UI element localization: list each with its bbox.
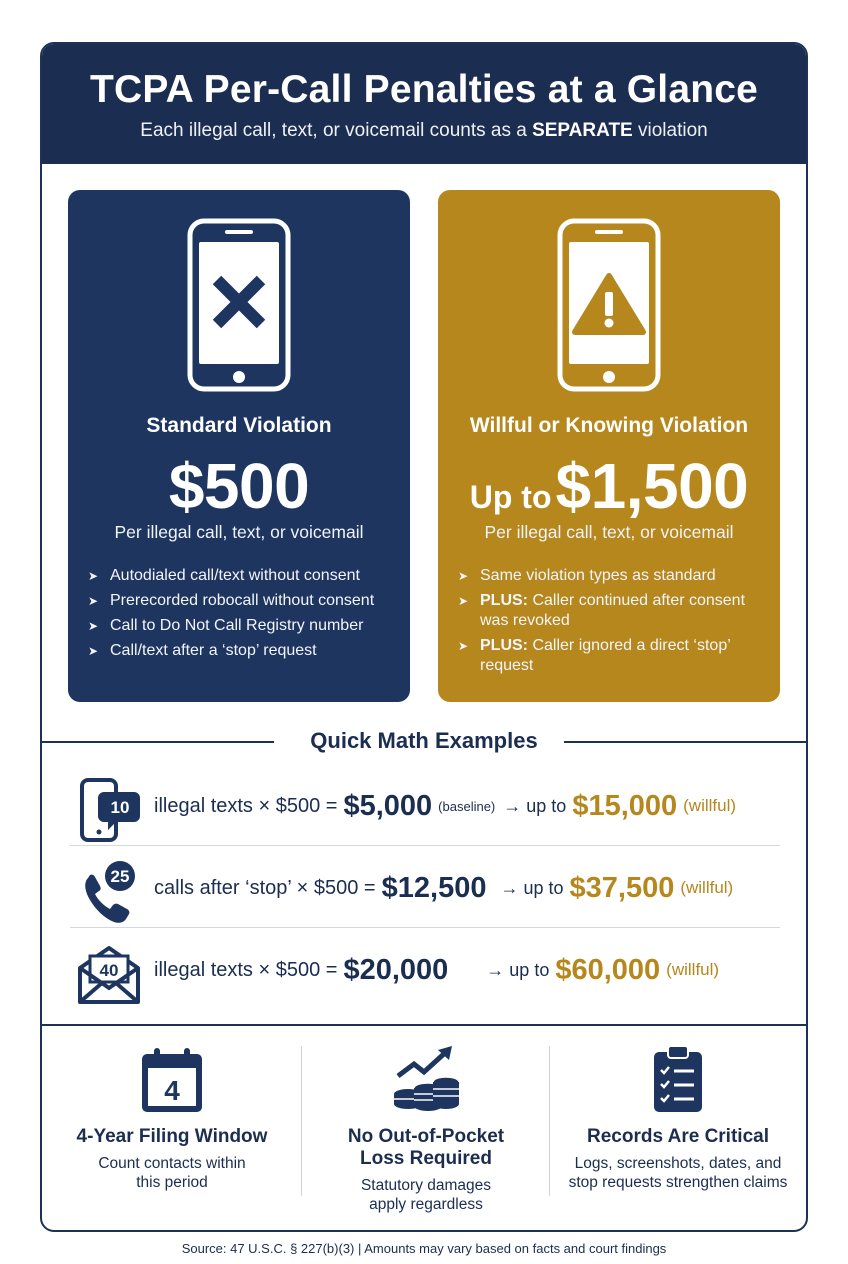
willful-subtitle: Per illegal call, text, or voicemail (484, 522, 734, 542)
page-subtitle (42, 120, 806, 142)
phone-call-icon (74, 856, 144, 926)
plus-label: PLUS: (480, 637, 528, 654)
list-item-text: Call/text after a ‘stop’ request (110, 642, 317, 659)
filing-window-column (44, 1044, 300, 1214)
willful-violation-card (438, 190, 780, 702)
list-item-text: Same violation types as standard (480, 567, 716, 584)
standard-list (88, 566, 396, 666)
quick-math-title: Quick Math Examples (310, 728, 538, 753)
page-title: TCPA Per-Call Penalties at a Glance (89, 68, 759, 111)
coins-growth-icon (388, 1044, 464, 1114)
standard-title: Standard Violation (146, 414, 332, 437)
upto-label: → up to (503, 795, 567, 816)
arrow-icon: ➤ (458, 639, 469, 653)
arrow-icon: ➤ (88, 569, 99, 583)
title-line: No Out-of-Pocket (347, 1126, 505, 1147)
no-loss-column (298, 1044, 554, 1214)
records-text (560, 1154, 796, 1192)
footer-divider (42, 1024, 806, 1026)
list-item (458, 566, 766, 586)
subtitle-text-end: violation (638, 120, 708, 141)
plus-label: PLUS: (480, 592, 528, 609)
smartphone-message-icon (74, 774, 144, 844)
equation-label: calls after ‘stop’ × $500 = (154, 876, 376, 899)
willful-label: (willful) (680, 878, 734, 897)
envelope-icon (74, 938, 144, 1008)
infographic-frame (40, 42, 808, 1232)
standard-subtitle: Per illegal call, text, or voicemail (114, 522, 364, 542)
list-item (88, 591, 396, 611)
subtitle-emphasis: SEPARATE (532, 120, 633, 141)
list-item-text: Caller continued after consent was revoked (480, 592, 746, 629)
text-line: Count contacts within (98, 1155, 246, 1172)
text-line: stop requests strengthen claims (568, 1174, 788, 1191)
willful-amount: $15,000 (572, 789, 678, 822)
list-item-text: Autodialed call/text without consent (110, 567, 360, 584)
willful-amount: $1,500 (555, 450, 749, 522)
upto-label: → up to (486, 959, 550, 980)
list-item (88, 641, 396, 661)
baseline-amount: $5,000 (343, 789, 433, 822)
willful-title: Willful or Knowing Violation (469, 414, 749, 437)
baseline-amount: $12,500 (381, 871, 487, 904)
list-item (88, 616, 396, 636)
list-item (458, 636, 766, 676)
title-line: Loss Required (360, 1148, 492, 1169)
list-item-text: Call to Do Not Call Registry number (110, 617, 364, 634)
upto-label: → up to (500, 877, 564, 898)
willful-amount: $37,500 (569, 871, 675, 904)
standard-amount: $500 (168, 450, 310, 522)
equation-label: illegal texts × $500 = (154, 794, 338, 817)
math-row (70, 766, 780, 846)
willful-amount-prefix: Up to (469, 479, 552, 515)
calendar-icon (134, 1044, 210, 1114)
willful-label: (willful) (683, 796, 737, 815)
source-note: Source: 47 U.S.C. § 227(b)(3) | Amounts may vary based on facts and court findings (181, 1241, 667, 1256)
math-equation (154, 930, 719, 1010)
equation-label: illegal texts × $500 = (154, 958, 338, 981)
text-line: this period (136, 1174, 208, 1191)
standard-violation-card (68, 190, 410, 702)
records-column (550, 1044, 806, 1214)
willful-list (458, 566, 766, 681)
baseline-amount: $20,000 (343, 953, 449, 986)
text-line: Logs, screenshots, dates, and (574, 1155, 782, 1172)
text-line: apply regardless (369, 1196, 483, 1213)
arrow-icon: ➤ (458, 594, 469, 608)
arrow-icon: ➤ (88, 644, 99, 658)
willful-label: (willful) (666, 960, 720, 979)
arrow-icon: ➤ (88, 619, 99, 633)
willful-amount: $60,000 (555, 953, 661, 986)
filing-window-title: 4-Year Filing Window (76, 1126, 268, 1147)
header-banner (42, 44, 806, 164)
list-item-text: Caller ignored a direct ‘stop’ request (480, 637, 731, 674)
math-row (70, 848, 780, 928)
text-line: Statutory damages (360, 1177, 492, 1194)
baseline-note: (baseline) (438, 798, 496, 814)
count-badge: 25 (110, 867, 130, 886)
subtitle-text: Each illegal call, text, or voicemail counts as a (140, 120, 527, 141)
list-item (88, 566, 396, 586)
calendar-number: 4 (164, 1075, 180, 1106)
math-row (70, 930, 780, 1010)
no-loss-title (298, 1126, 554, 1170)
arrow-icon: ➤ (88, 594, 99, 608)
list-item (458, 591, 766, 631)
penalty-cards (68, 190, 780, 702)
filing-window-text (54, 1154, 290, 1192)
no-loss-text (308, 1176, 544, 1214)
count-badge: 10 (110, 798, 130, 817)
count-badge: 40 (99, 961, 119, 980)
records-title: Records Are Critical (587, 1126, 769, 1147)
list-item-text: Prerecorded robocall without consent (110, 592, 375, 609)
arrow-icon: ➤ (458, 569, 469, 583)
math-equation (154, 848, 733, 928)
phone-warning-icon (557, 218, 661, 392)
math-equation (154, 766, 736, 846)
phone-x-icon (187, 218, 291, 392)
clipboard-checklist-icon (640, 1044, 716, 1114)
